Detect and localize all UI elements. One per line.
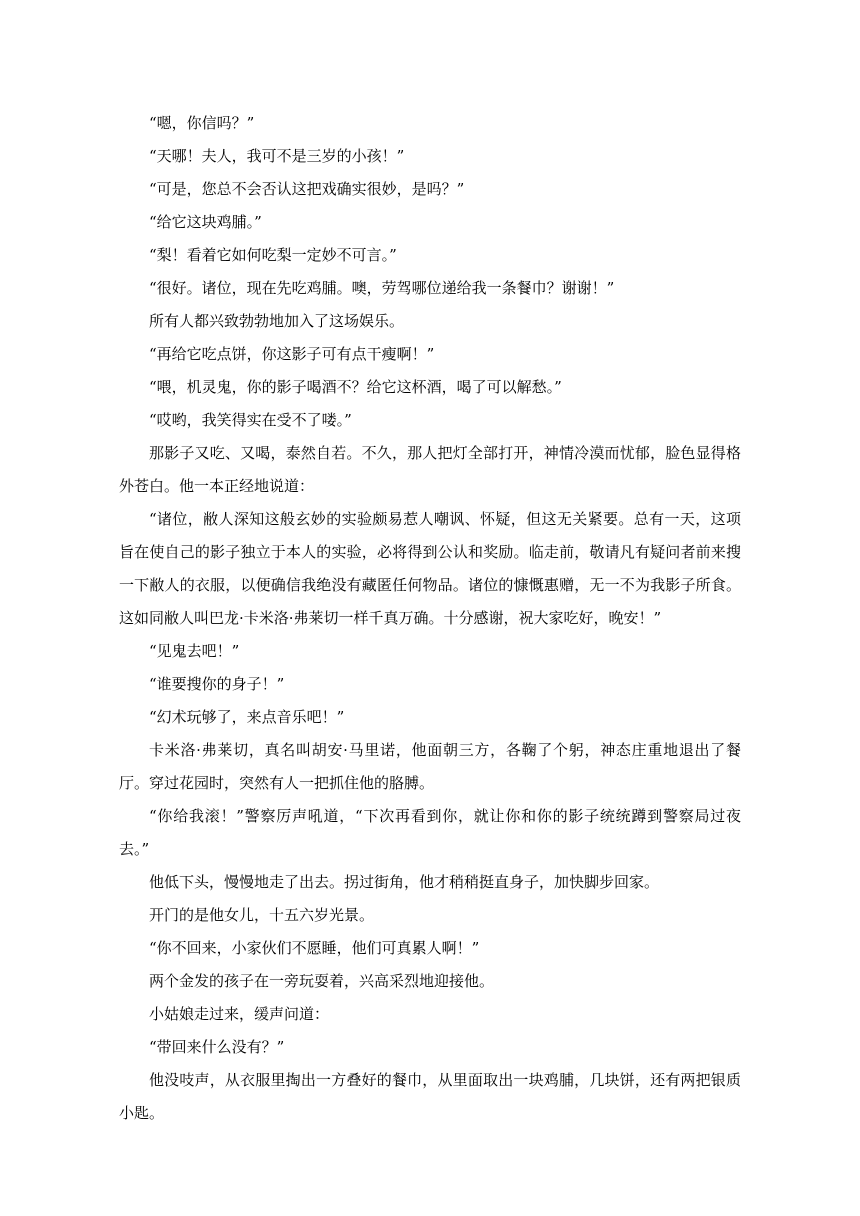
paragraph: “幻术玩够了，来点音乐吧！” [149, 708, 345, 726]
paragraph: “很好。诸位，现在先吃鸡脯。噢，劳驾哪位递给我一条餐巾？谢谢！” [149, 279, 615, 297]
paragraph: 卡米洛·弗莱切，真名叫胡安·马里诺，他面朝三方，各鞠了个躬，神态庄重地退出了餐厅。穿过花园时，突然有人一把抓住他的胳膊。 [119, 741, 741, 792]
paragraph: 两个金发的孩子在一旁玩耍着，兴高采烈地迎接他。 [149, 972, 495, 990]
paragraph: “梨！看着它如何吃梨一定妙不可言。” [149, 246, 397, 264]
paragraph: 他低下头，慢慢地走了出去。拐过街角，他才稍稍挺直身子，加快脚步回家。 [149, 873, 660, 891]
paragraph: “带回来什么没有？” [149, 1038, 285, 1056]
paragraph: “给它这块鸡脯。” [149, 213, 262, 231]
paragraph: “你给我滚！”警察厉声吼道，“下次再看到你，就让你和你的影子统统蹲到警察局过夜去。” [119, 807, 741, 858]
document-body [119, 107, 741, 1130]
paragraph: “你不回来，小家伙们不愿睡，他们可真累人啊！” [149, 939, 480, 957]
paragraph: “再给它吃点饼，你这影子可有点干瘦啊！” [149, 345, 435, 363]
paragraph: “谁要搜你的身子！” [149, 675, 285, 693]
paragraph: 开门的是他女儿，十五六岁光景。 [149, 906, 375, 924]
paragraph: “喂，机灵鬼，你的影子喝酒不？给它这杯酒，喝了可以解愁。” [149, 378, 562, 396]
paragraph: “天哪！夫人，我可不是三岁的小孩！” [149, 147, 405, 165]
paragraph: “哎哟，我笑得实在受不了喽。” [149, 411, 352, 429]
paragraph: “可是，您总不会否认这把戏确实很妙，是吗？” [149, 180, 465, 198]
paragraph: 所有人都兴致勃勃地加入了这场娱乐。 [149, 312, 405, 330]
paragraph: “嗯，你信吗？” [149, 114, 255, 132]
paragraph: “见鬼去吧！” [149, 642, 240, 660]
paragraph: 他没吱声，从衣服里掏出一方叠好的餐巾，从里面取出一块鸡脯，几块饼，还有两把银质小匙。 [119, 1071, 741, 1122]
paragraph: 那影子又吃、又喝，泰然自若。不久，那人把灯全部打开，神情冷漠而忧郁，脸色显得格外苍白。他一本正经地说道： [119, 444, 741, 495]
paragraph: “诸位，敝人深知这般玄妙的实验颇易惹人嘲讽、怀疑，但这无关紧要。总有一天，这项旨在使自己的影子独立于本人的实验，必将得到公认和奖励。临走前，敬请凡有疑问者前来搜一下敝人的衣服，以便确信我绝没有藏匿任何物品。诸位的慷慨惠赠，无一不为我影子所食。这如同敝人叫巴龙·卡米洛·弗莱切一样千真万确。十分感谢，祝大家吃好，晚安！” [119, 510, 741, 627]
paragraph: 小姑娘走过来，缓声问道： [149, 1005, 330, 1023]
